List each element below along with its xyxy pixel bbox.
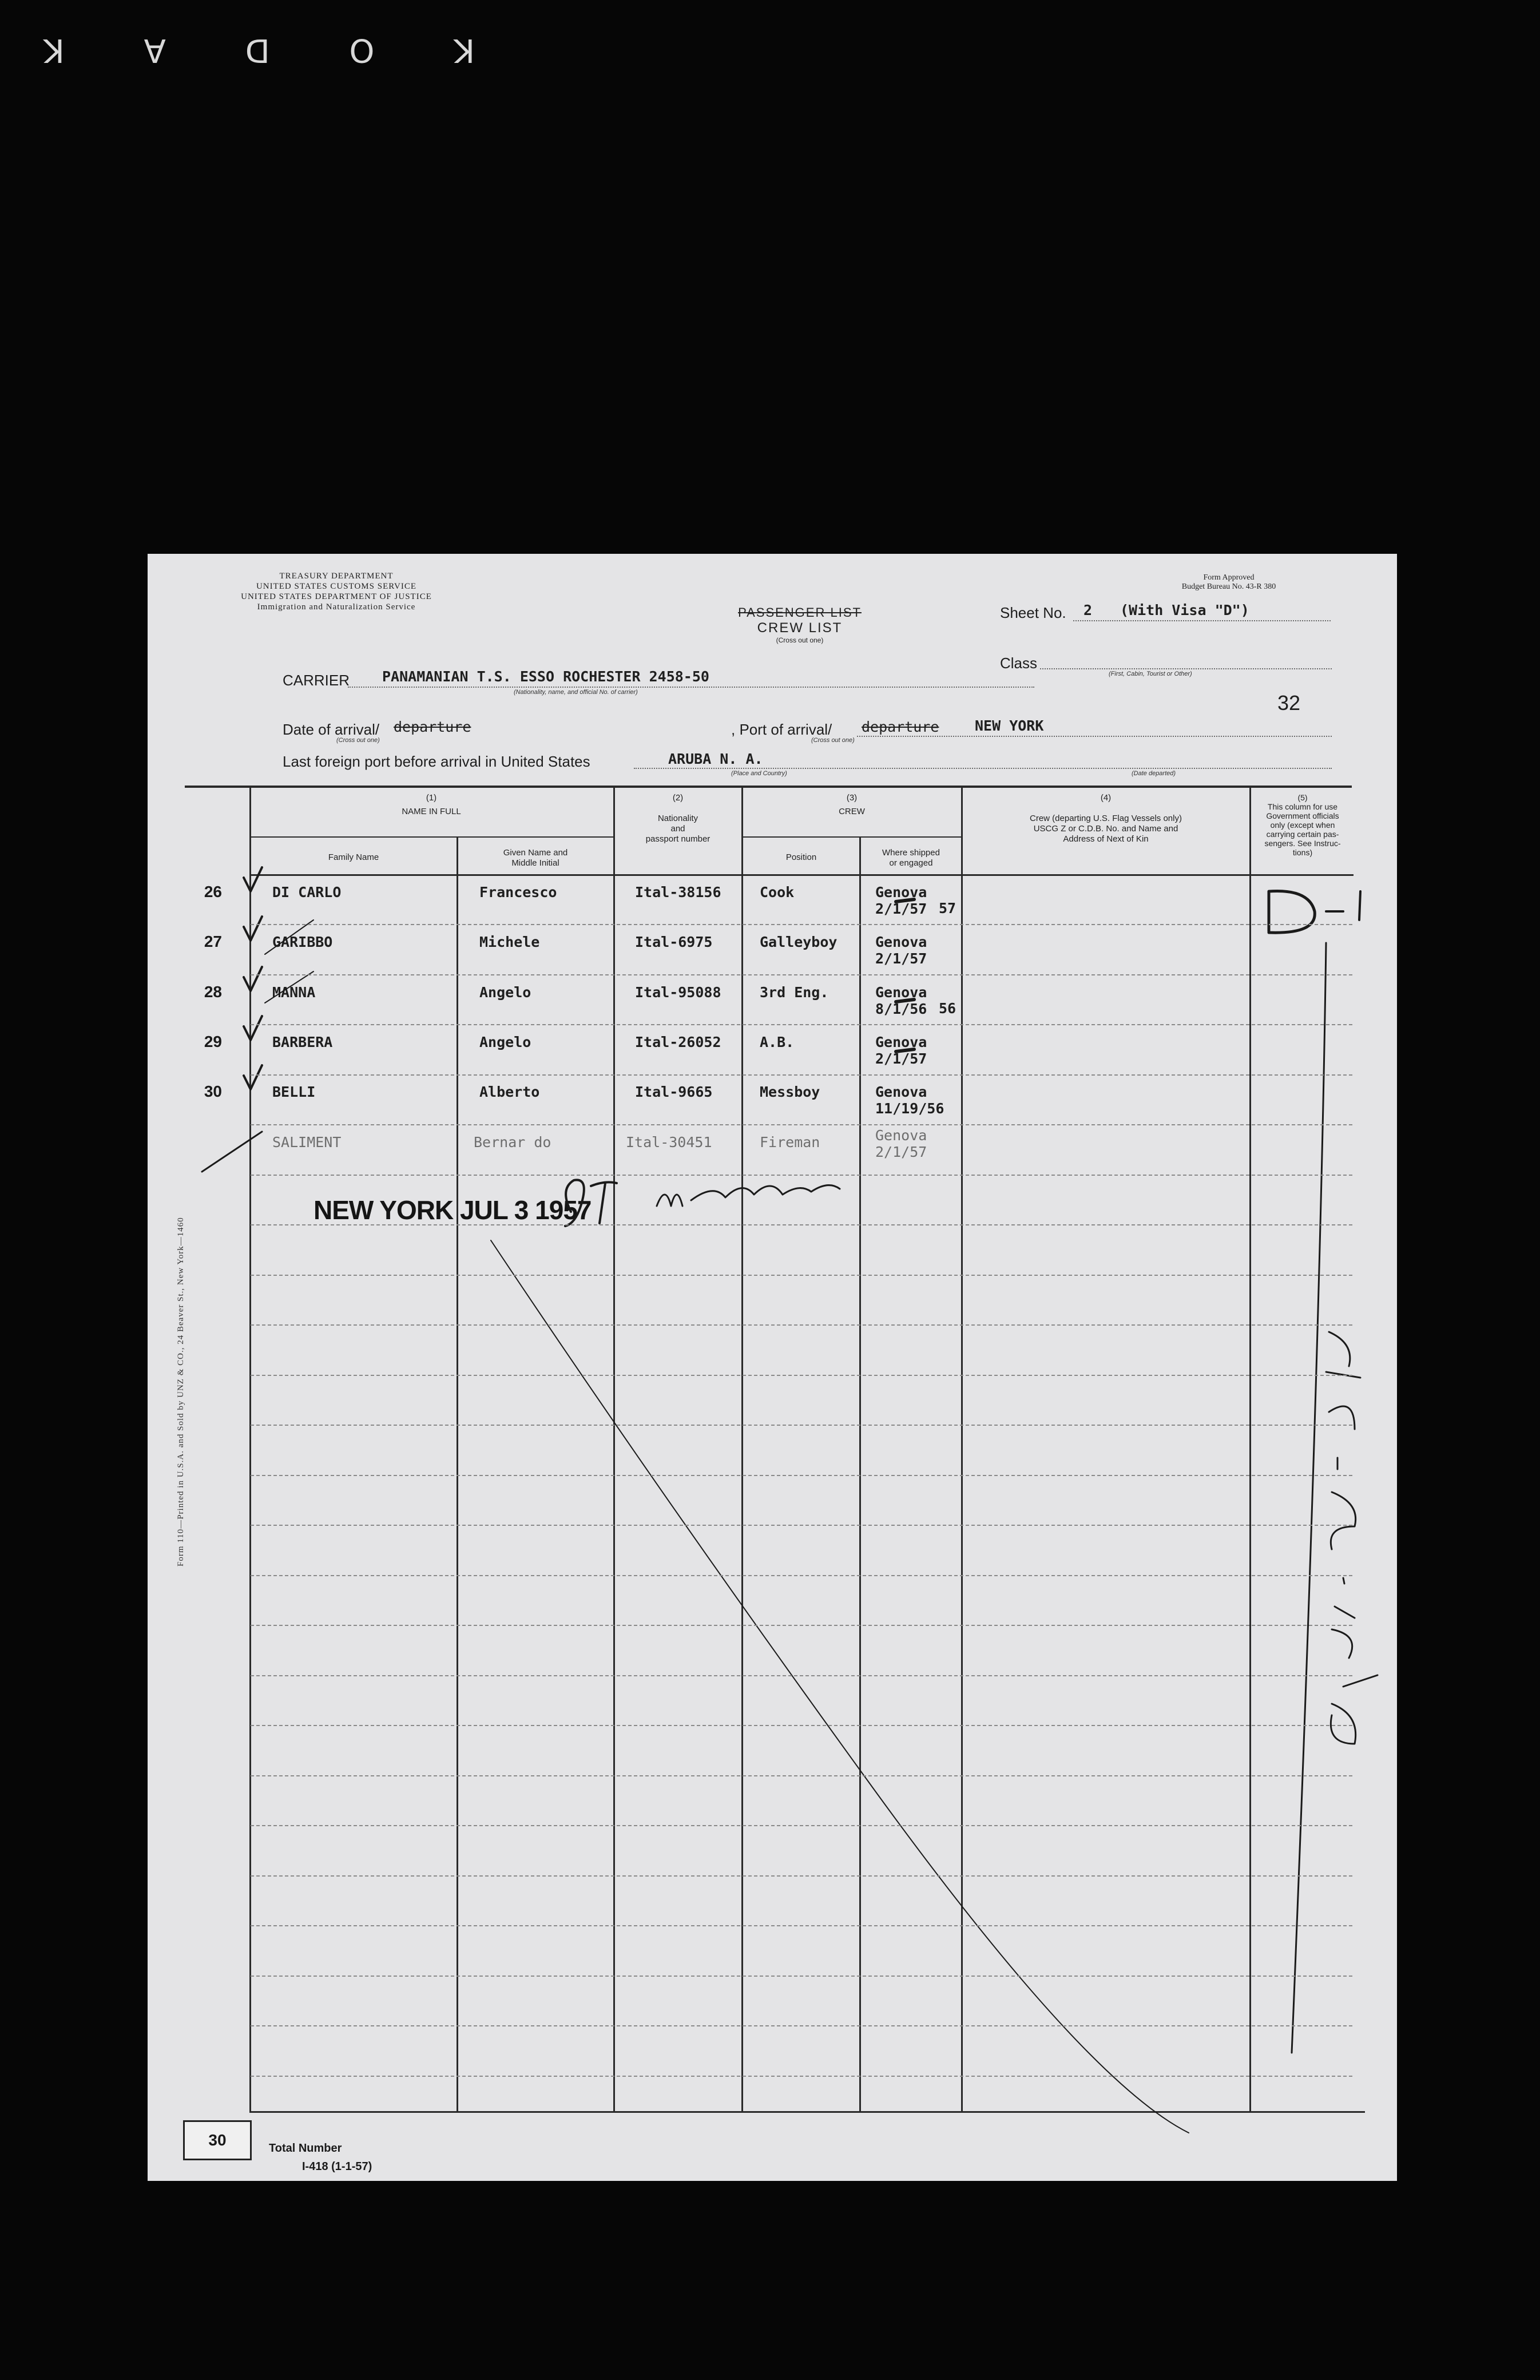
col5-line: Government officials (1266, 811, 1339, 820)
col5-line: This column for use (1267, 802, 1338, 811)
shipped-heading-line: Where shipped (882, 848, 940, 858)
agency-line: UNITED STATES CUSTOMS SERVICE (256, 582, 417, 591)
passport-number: Ital-38156 (635, 884, 721, 901)
col5-line: carrying certain pas- (1266, 830, 1339, 839)
shipped-place: Genova (875, 884, 927, 901)
family-name: DI CARLO (272, 884, 342, 901)
family-name: BARBERA (272, 1034, 333, 1050)
row-number: 26 (204, 883, 222, 901)
given-name-heading-line: Middle Initial (511, 858, 559, 868)
date-of-arrival-label: Date of arrival/ (283, 721, 380, 738)
row-number: 30 (204, 1082, 222, 1100)
pencil-vertical-line (1292, 943, 1326, 2053)
family-name-heading: Family Name (328, 852, 379, 862)
row-separator (251, 2025, 1352, 2026)
entry-date-stamp: NEW YORK JUL 3 1957 (313, 1195, 592, 1225)
given-name: Alberto (479, 1084, 540, 1100)
position: Galleyboy (760, 934, 838, 950)
check-mark-icon (244, 867, 262, 891)
cancel-diagonal-line (491, 1240, 1189, 2133)
budget-bureau-line: Budget Bureau No. 43-R 380 (1181, 582, 1276, 591)
row-separator (251, 1525, 1352, 1526)
position: Cook (760, 884, 795, 901)
check-mark-icon (244, 1065, 262, 1089)
pencil-slash (265, 971, 316, 1003)
col4-line: Address of Next of Kin (1063, 834, 1149, 844)
passenger-list-struck: PASSENGER LIST (738, 605, 862, 620)
passport-number: Ital-6975 (635, 934, 713, 950)
shipped-date: 2/1/57 (875, 950, 927, 967)
sheet-note: (With Visa "D") (1120, 602, 1249, 618)
row-separator (251, 1825, 1352, 1826)
last-foreign-port-value: ARUBA N. A. (668, 751, 763, 767)
family-name: GARIBBO (272, 934, 333, 950)
row-number: 29 (204, 1033, 222, 1050)
row-separator (251, 1175, 1352, 1176)
position: 3rd Eng. (760, 984, 829, 1001)
date-departed-caption: (Date departed) (1132, 770, 1176, 777)
brand-letter: A (140, 31, 166, 69)
sheet-no-value: 2 (1083, 602, 1093, 618)
family-name: MANNA (272, 984, 316, 1001)
class-label: Class (1000, 654, 1038, 672)
pencil-slash (202, 1132, 262, 1172)
shipped-place: Genova (875, 1084, 927, 1100)
row-separator (251, 1324, 1352, 1326)
date-cross-out: (Cross out one) (336, 737, 380, 744)
sheet-no-label: Sheet No. (1000, 604, 1066, 621)
passport-number: Ital-30451 (626, 1134, 712, 1151)
position: A.B. (760, 1034, 795, 1050)
port-cross-out: (Cross out one) (811, 737, 855, 744)
brand-letter: K (40, 31, 65, 69)
date-correction-mark (896, 899, 914, 902)
row-separator (251, 1976, 1352, 1977)
shipped-heading-line: or engaged (889, 858, 933, 868)
shipped-place: Genova (875, 934, 927, 950)
shipped-place: Genova (875, 1034, 927, 1050)
film-edge-brand (40, 31, 475, 69)
handwritten-one (1359, 891, 1360, 920)
row-separator (251, 1775, 1352, 1776)
handwritten-marks (148, 554, 1397, 2181)
given-name-heading-line: Given Name and (503, 848, 568, 858)
crew-list-sheet (148, 554, 1397, 2181)
given-name: Bernar do (474, 1134, 551, 1151)
col1-number: (1) (426, 793, 437, 803)
col5-line: sengers. See Instruc- (1264, 839, 1341, 848)
brand-letter: K (450, 31, 475, 69)
total-number-label: Total Number (269, 2142, 342, 2155)
crew-list-title: CREW LIST (757, 620, 843, 636)
carrier-value: PANAMANIAN T.S. ESSO ROCHESTER 2458-50 (382, 668, 709, 685)
date-correction-mark (896, 1049, 914, 1052)
place-caption: (Place and Country) (731, 770, 787, 777)
col2-line: passport number (645, 834, 711, 844)
port-of-arrival-value: NEW YORK (975, 717, 1044, 734)
row-separator (251, 1675, 1352, 1676)
family-name: BELLI (272, 1084, 316, 1100)
position-heading: Position (785, 852, 817, 862)
carrier-caption: (Nationality, name, and official No. of carrier) (514, 689, 638, 696)
row-separator (251, 1475, 1352, 1476)
row-number: 28 (204, 983, 222, 1001)
shipped-date: 2/1/57 (875, 1050, 927, 1067)
passport-number: Ital-26052 (635, 1034, 721, 1050)
check-mark-icon (244, 967, 262, 991)
shipped-place: Genova (875, 984, 927, 1001)
cross-out-note: (Cross out one) (776, 636, 824, 644)
col2-number: (2) (672, 793, 684, 803)
col2-line: and (670, 824, 685, 834)
given-name: Michele (479, 934, 540, 950)
handwritten-letter-d (1269, 891, 1315, 933)
agency-line: Immigration and Naturalization Service (257, 602, 416, 612)
pencil-slash (265, 920, 313, 954)
col2-line: Nationality (657, 814, 698, 823)
inspector-signature (657, 1185, 840, 1206)
position: Messboy (760, 1084, 820, 1100)
last-foreign-port-label: Last foreign port before arrival in United States (283, 753, 590, 770)
row-separator (251, 1725, 1352, 1726)
date-correction-year: 57 (939, 900, 956, 917)
passport-number: Ital-95088 (635, 984, 721, 1001)
carrier-label: CARRIER (283, 672, 350, 689)
date-correction-year: 56 (939, 1000, 956, 1017)
col5-number: (5) (1297, 793, 1308, 802)
family-name: SALIMENT (272, 1134, 342, 1151)
col4-line: USCG Z or C.D.B. No. and Name and (1033, 824, 1178, 834)
class-caption: (First, Cabin, Tourist or Other) (1109, 671, 1192, 677)
given-name: Francesco (479, 884, 557, 901)
form-approved-line: Form Approved (1203, 573, 1255, 582)
row-separator (251, 1425, 1352, 1426)
row-separator (251, 1074, 1352, 1076)
form-number: I-418 (1-1-57) (302, 2160, 372, 2173)
col5-line: tions) (1292, 848, 1313, 857)
printer-imprint: Form 110—Printed in U.S.A. and Sold by UNZ & CO., 24 Beaver St., New York—1460 (176, 1217, 185, 1566)
row-number: 27 (204, 933, 222, 950)
row-separator (251, 1224, 1352, 1225)
handwritten-file-reference (1326, 1332, 1378, 1744)
row-separator (251, 1375, 1352, 1376)
col3-title: CREW (839, 807, 865, 816)
total-number-box: 30 (183, 2120, 252, 2160)
row-separator (251, 1625, 1352, 1626)
shipped-date: 11/19/56 (875, 1100, 944, 1117)
date-departure-struck: departure (394, 719, 471, 735)
given-name: Angelo (479, 1034, 531, 1050)
passport-number: Ital-9665 (635, 1084, 713, 1100)
agency-line: TREASURY DEPARTMENT (279, 572, 394, 581)
port-departure-struck: departure (862, 719, 939, 735)
row-separator (251, 2076, 1352, 2077)
col4-line: Crew (departing U.S. Flag Vessels only) (1030, 814, 1182, 823)
row-separator (251, 1925, 1352, 1926)
given-name: Angelo (479, 984, 531, 1001)
check-mark-icon (244, 1016, 262, 1040)
check-mark-icon (244, 917, 262, 941)
brand-letter: O (346, 31, 375, 69)
row-separator (251, 1124, 1352, 1125)
brand-letter: D (241, 31, 270, 69)
col3-number: (3) (846, 793, 858, 803)
shipped-date: 2/1/57 (875, 901, 927, 917)
shipped-place: Genova (875, 1127, 927, 1144)
date-correction-mark (896, 999, 914, 1002)
col1-title: NAME IN FULL (402, 807, 461, 816)
col4-number: (4) (1100, 793, 1112, 803)
row-separator (251, 1275, 1352, 1276)
handwritten-initials (591, 1182, 617, 1223)
shipped-date: 8/1/56 (875, 1001, 927, 1017)
row-separator (251, 1024, 1352, 1025)
row-separator (251, 1575, 1352, 1576)
class-value: 32 (1277, 691, 1301, 715)
col5-line: only (except when (1270, 820, 1335, 830)
row-separator (251, 1875, 1352, 1877)
position: Fireman (760, 1134, 820, 1151)
handwritten-initials (565, 1180, 584, 1226)
row-separator (251, 924, 1352, 925)
shipped-date: 2/1/57 (875, 1144, 927, 1160)
row-separator (251, 974, 1352, 975)
port-of-arrival-label: , Port of arrival/ (731, 721, 832, 738)
agency-line: UNITED STATES DEPARTMENT OF JUSTICE (241, 592, 432, 601)
